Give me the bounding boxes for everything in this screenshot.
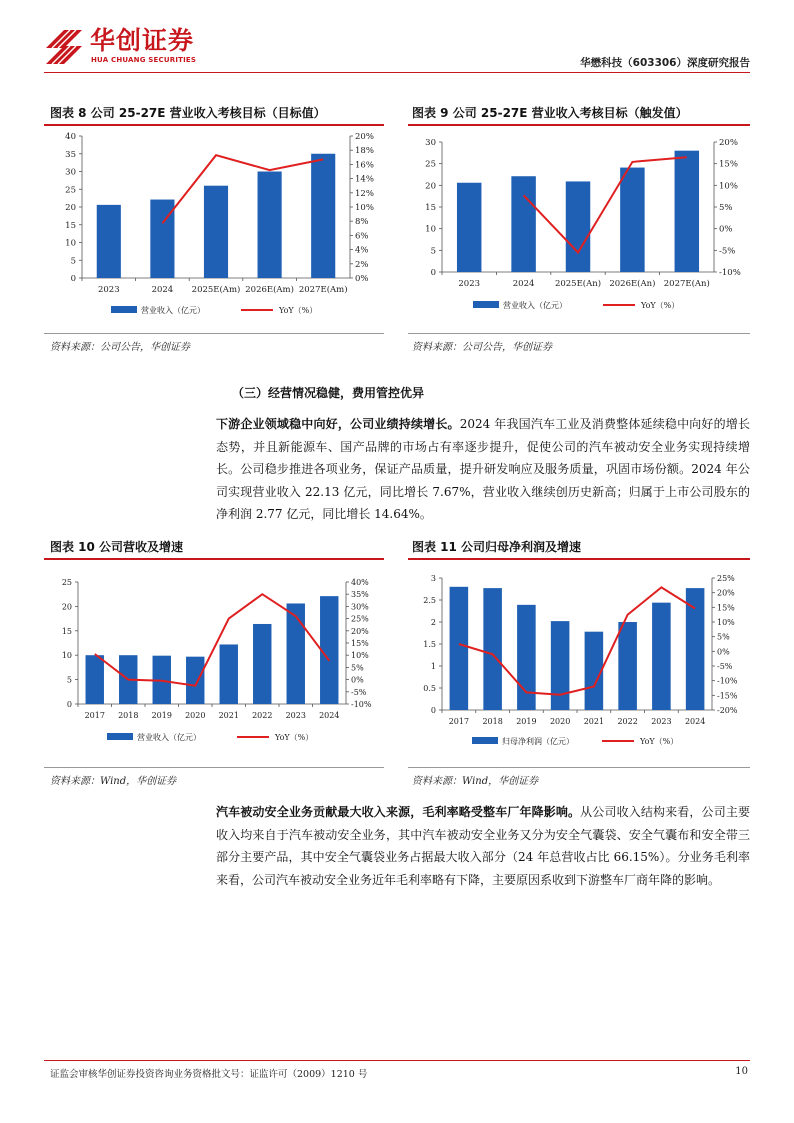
legend-bar-label: 营业收入（亿元）: [503, 301, 567, 310]
figure-10-chart: [44, 570, 384, 750]
right-tick-label: 10%: [351, 651, 369, 661]
left-tick-label: 30: [65, 167, 76, 178]
right-tick-label: 20%: [717, 588, 735, 598]
right-tick-label: 25%: [717, 574, 735, 583]
bar: [620, 168, 644, 272]
x-tick-label: 2025E(Am): [191, 285, 241, 295]
bar: [652, 603, 671, 710]
right-tick-label: 20%: [355, 132, 374, 142]
x-tick-label: 2023: [97, 285, 120, 295]
right-tick-label: -10%: [717, 676, 738, 686]
legend-line-label: YoY（%）: [641, 301, 680, 310]
x-tick-label: 2025E(An): [554, 279, 602, 289]
right-tick-label: -5%: [717, 662, 733, 671]
paragraph-1-body: 2024 年我国汽车工业及消费整体延续稳中向好的增长态势，并且新能源车、国产品牌的市场占有率逐步提升，促使公司的汽车被动安全业务实现持续增长。公司稳步推进各项业务，保证产品质量，提升研发响应及服务质量，巩固市场份额。2024 年公司实现营业收入 22.13 亿元，同比增长 7.67%，营业收入继续创历史新高；归属于上市公司股东的净利润 2.77 亿元，同比增长 14.64%。: [216, 417, 750, 521]
figure-11-source: 资料来源：Wind，华创证券: [412, 776, 539, 787]
right-tick-label: 5%: [719, 203, 733, 213]
x-tick-label: 2018: [118, 711, 139, 720]
left-tick-label: 3: [430, 574, 436, 583]
figure-11-source-rule: [408, 767, 750, 768]
figure-9-chart: [408, 128, 750, 328]
x-tick-label: 2024: [512, 279, 535, 289]
x-tick-label: 2026E(Am): [245, 285, 294, 295]
right-tick-label: 18%: [355, 146, 374, 157]
left-tick-label: 35: [65, 149, 76, 160]
left-tick-label: 15: [61, 626, 72, 636]
right-tick-label: -10%: [351, 700, 372, 709]
page-number: 10: [735, 1066, 748, 1077]
x-tick-label: 2027E(Am): [298, 285, 348, 295]
x-tick-label: 2022: [617, 717, 638, 726]
figure-9-title-rule: [408, 124, 750, 126]
x-tick-label: 2020: [185, 711, 206, 720]
figure-8-source: 资料来源：公司公告，华创证券: [50, 342, 190, 353]
right-tick-label: 15%: [719, 159, 738, 170]
section-heading: （三）经营情况稳健，费用管控优异: [232, 386, 425, 400]
logo-chinese: 华创证券: [90, 26, 195, 55]
yoy-line: [162, 155, 323, 223]
bar: [311, 154, 335, 278]
right-tick-label: 10%: [717, 618, 735, 627]
right-tick-label: 6%: [355, 231, 369, 242]
right-tick-label: -5%: [351, 687, 367, 697]
right-tick-label: 5%: [351, 663, 364, 673]
bar: [320, 596, 338, 704]
bar: [566, 181, 590, 272]
x-tick-label: 2020: [549, 717, 571, 726]
report-title: 华懋科技（603306）深度研究报告: [580, 57, 750, 69]
x-tick-label: 2024: [151, 285, 174, 295]
bar: [618, 622, 637, 710]
bar: [253, 624, 271, 704]
x-tick-label: 2023: [285, 711, 306, 720]
right-tick-label: 12%: [355, 188, 374, 199]
right-tick-label: -15%: [717, 691, 738, 701]
bar: [511, 176, 535, 272]
left-tick-label: 20: [65, 203, 76, 213]
figure-11-chart: [408, 570, 750, 750]
x-tick-label: 2018: [482, 717, 503, 726]
legend-line-label: YoY（%）: [275, 733, 314, 742]
figure-9-source: 资料来源：公司公告，华创证券: [412, 342, 552, 353]
x-tick-label: 2024: [319, 711, 340, 720]
right-tick-label: 10%: [355, 203, 374, 213]
left-tick-label: 40: [65, 132, 76, 142]
x-tick-label: 2027E(An): [663, 279, 710, 289]
footer-license: 证监会审核华创证券投资咨询业务资格批文号：证监许可（2009）1210 号: [50, 1069, 368, 1080]
right-tick-label: 16%: [355, 160, 374, 171]
x-tick-label: 2019: [151, 711, 172, 720]
left-tick-label: 10: [65, 238, 76, 249]
left-tick-label: 15: [65, 220, 76, 231]
left-tick-label: 25: [61, 578, 72, 587]
x-tick-label: 2021: [218, 711, 239, 720]
left-tick-label: 15: [425, 203, 436, 213]
footer-divider: [44, 1060, 750, 1061]
paragraph-2: [216, 801, 750, 891]
right-tick-label: 35%: [351, 590, 369, 600]
right-tick-label: 8%: [355, 217, 369, 228]
right-tick-label: 20%: [719, 138, 738, 148]
right-tick-label: 5%: [717, 632, 730, 642]
left-tick-label: 0.5: [423, 684, 436, 693]
figure-9-source-rule: [408, 333, 750, 334]
bar: [220, 644, 238, 704]
x-tick-label: 2023: [651, 717, 672, 726]
right-tick-label: 15%: [351, 639, 369, 648]
right-tick-label: 4%: [355, 245, 369, 256]
left-tick-label: 0: [430, 706, 436, 715]
legend-bar-swatch: [107, 733, 133, 740]
bar: [97, 205, 121, 278]
x-tick-label: 2017: [84, 711, 105, 720]
paragraph-2-body: 从公司收入结构来看，公司主要收入均来自于汽车被动安全业务，其中汽车被动安全业务又分为安全气囊袋、安全气囊布和安全带三部分主要产品，其中安全气囊袋业务占据最大收入部分（24 年总营收占比 66.15%）。分业务毛利率来看，公司汽车被动安全业务近年毛利率略有下降，主要原因系收到下游整车厂商年降的影响。: [216, 805, 750, 887]
figure-11-title-rule: [408, 558, 750, 560]
right-tick-label: 0%: [719, 224, 733, 235]
bar: [517, 605, 536, 710]
bar: [675, 151, 699, 272]
right-tick-label: 20%: [351, 626, 369, 636]
bar: [204, 186, 228, 278]
figure-10-source-rule: [44, 767, 384, 768]
left-tick-label: 20: [61, 602, 72, 612]
x-tick-label: 2019: [516, 717, 537, 726]
right-tick-label: -20%: [717, 706, 738, 715]
figure-11-title: 图表 11 公司归母净利润及增速: [412, 540, 582, 554]
figure-10-title: 图表 10 公司营收及增速: [50, 540, 184, 554]
figure-8-chart: [44, 128, 384, 328]
right-tick-label: 40%: [351, 578, 369, 587]
x-tick-label: 2022: [252, 711, 273, 720]
legend-line-label: YoY（%）: [640, 737, 679, 746]
bar: [686, 588, 705, 710]
right-tick-label: 0%: [717, 647, 730, 657]
left-tick-label: 30: [425, 138, 436, 148]
x-tick-label: 2017: [448, 717, 470, 726]
bar: [186, 657, 204, 704]
left-tick-label: 1.5: [423, 640, 436, 649]
legend-bar-label: 营业收入（亿元）: [137, 733, 201, 742]
left-tick-label: 5: [430, 246, 436, 257]
legend-bar-label: 归母净利润（亿元）: [502, 737, 574, 746]
left-tick-label: 2.5: [423, 596, 436, 605]
figure-10-title-rule: [44, 558, 384, 560]
page-header: [0, 0, 794, 75]
left-tick-label: 20: [425, 181, 436, 192]
right-tick-label: 0%: [351, 675, 364, 685]
right-tick-label: 10%: [719, 181, 738, 192]
left-tick-label: 0: [70, 274, 76, 284]
bar: [86, 655, 104, 704]
bar: [258, 172, 282, 279]
left-tick-label: 25: [65, 185, 76, 196]
paragraph-1-lead: 下游企业领域稳中向好，公司业绩持续增长。: [216, 417, 460, 431]
left-tick-label: 0: [66, 700, 72, 709]
left-tick-label: 1: [430, 662, 436, 671]
right-tick-label: 14%: [355, 174, 374, 185]
left-tick-label: 10: [425, 224, 436, 235]
legend-bar-swatch: [473, 301, 499, 308]
logo-english: HUA CHUANG SECURITIES: [91, 56, 197, 64]
legend-bar-swatch: [111, 306, 137, 313]
left-tick-label: 10: [61, 651, 72, 661]
paragraph-1: [216, 413, 750, 526]
figure-9-title: 图表 9 公司 25-27E 营业收入考核目标（触发值）: [412, 106, 688, 120]
x-tick-label: 2024: [684, 717, 706, 726]
right-tick-label: 2%: [355, 259, 369, 270]
figure-10-source: 资料来源：Wind，华创证券: [50, 776, 177, 787]
right-tick-label: -5%: [719, 246, 736, 257]
right-tick-label: -10%: [719, 268, 741, 278]
bar: [287, 603, 305, 704]
right-tick-label: 0%: [355, 274, 369, 284]
legend-bar-swatch: [472, 737, 498, 744]
bar: [450, 587, 469, 710]
bar: [457, 183, 481, 272]
x-tick-label: 2026E(An): [609, 279, 656, 289]
header-divider: [44, 72, 750, 73]
bar: [483, 588, 502, 710]
figure-8-source-rule: [44, 333, 384, 334]
logo-mark-icon: [44, 26, 84, 66]
yoy-line: [524, 157, 687, 252]
left-tick-label: 5: [70, 256, 76, 267]
x-tick-label: 2023: [458, 279, 481, 289]
left-tick-label: 2: [430, 618, 436, 627]
legend-line-label: YoY（%）: [279, 306, 318, 315]
right-tick-label: 15%: [717, 603, 735, 613]
right-tick-label: 25%: [351, 614, 369, 624]
logo: [44, 26, 197, 66]
bar: [551, 621, 570, 710]
legend-bar-label: 营业收入（亿元）: [141, 306, 205, 315]
left-tick-label: 0: [430, 268, 436, 278]
right-tick-label: 30%: [351, 602, 369, 612]
left-tick-label: 5: [66, 675, 72, 685]
x-tick-label: 2021: [583, 717, 605, 726]
figure-8-title-rule: [44, 124, 384, 126]
left-tick-label: 25: [425, 159, 436, 170]
figure-8-title: 图表 8 公司 25-27E 营业收入考核目标（目标值）: [50, 106, 326, 120]
paragraph-2-lead: 汽车被动安全业务贡献最大收入来源，毛利率略受整车厂年降影响。: [216, 805, 581, 819]
